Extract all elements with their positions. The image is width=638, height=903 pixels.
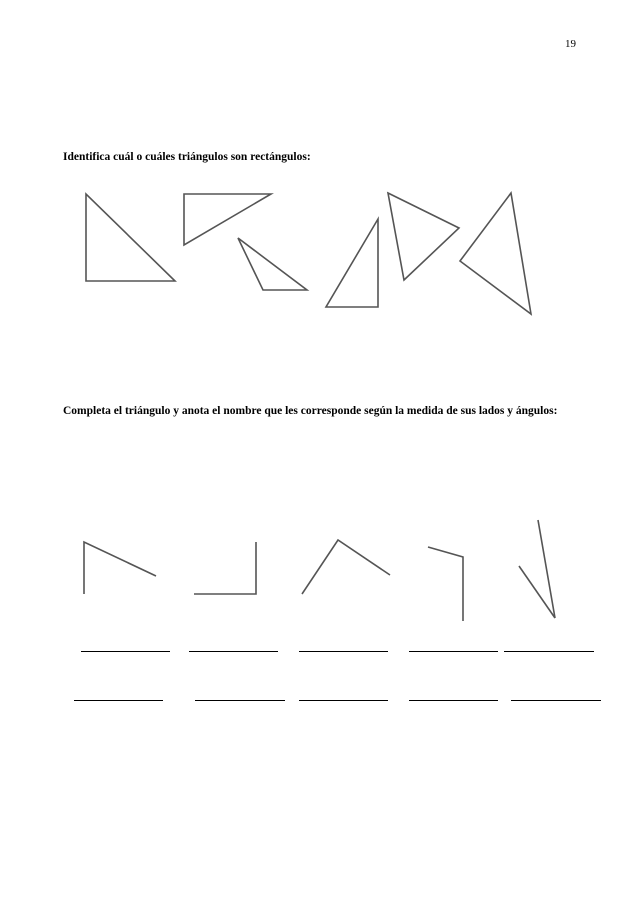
exercise-1-instruction: Identifica cuál o cuáles triángulos son rectángulos:: [63, 151, 311, 163]
answer-line[interactable]: [504, 651, 594, 652]
answer-line[interactable]: [299, 651, 388, 652]
incomplete-triangle-2: [194, 542, 256, 594]
answer-line[interactable]: [409, 700, 498, 701]
incomplete-triangle-1: [84, 542, 156, 594]
triangle-5: [388, 193, 459, 280]
triangle-4: [326, 219, 378, 307]
page-number: 19: [565, 38, 576, 50]
answer-line[interactable]: [195, 700, 285, 701]
answer-line[interactable]: [299, 700, 388, 701]
answer-line[interactable]: [81, 651, 170, 652]
answer-line[interactable]: [409, 651, 498, 652]
incomplete-triangle-4: [428, 547, 463, 621]
incomplete-triangle-5-side-b: [519, 566, 555, 618]
answer-line[interactable]: [189, 651, 278, 652]
triangle-1: [86, 194, 175, 281]
exercise-2-instruction: Completa el triángulo y anota el nombre que les corresponde según la medida de sus lados y ángulos:: [63, 405, 558, 417]
incomplete-triangle-5-side-a: [538, 520, 555, 618]
incomplete-triangle-3: [302, 540, 390, 594]
triangle-6: [460, 193, 531, 314]
answer-line[interactable]: [511, 700, 601, 701]
answer-line[interactable]: [74, 700, 163, 701]
triangle-3: [238, 238, 307, 290]
triangle-2: [184, 194, 271, 245]
